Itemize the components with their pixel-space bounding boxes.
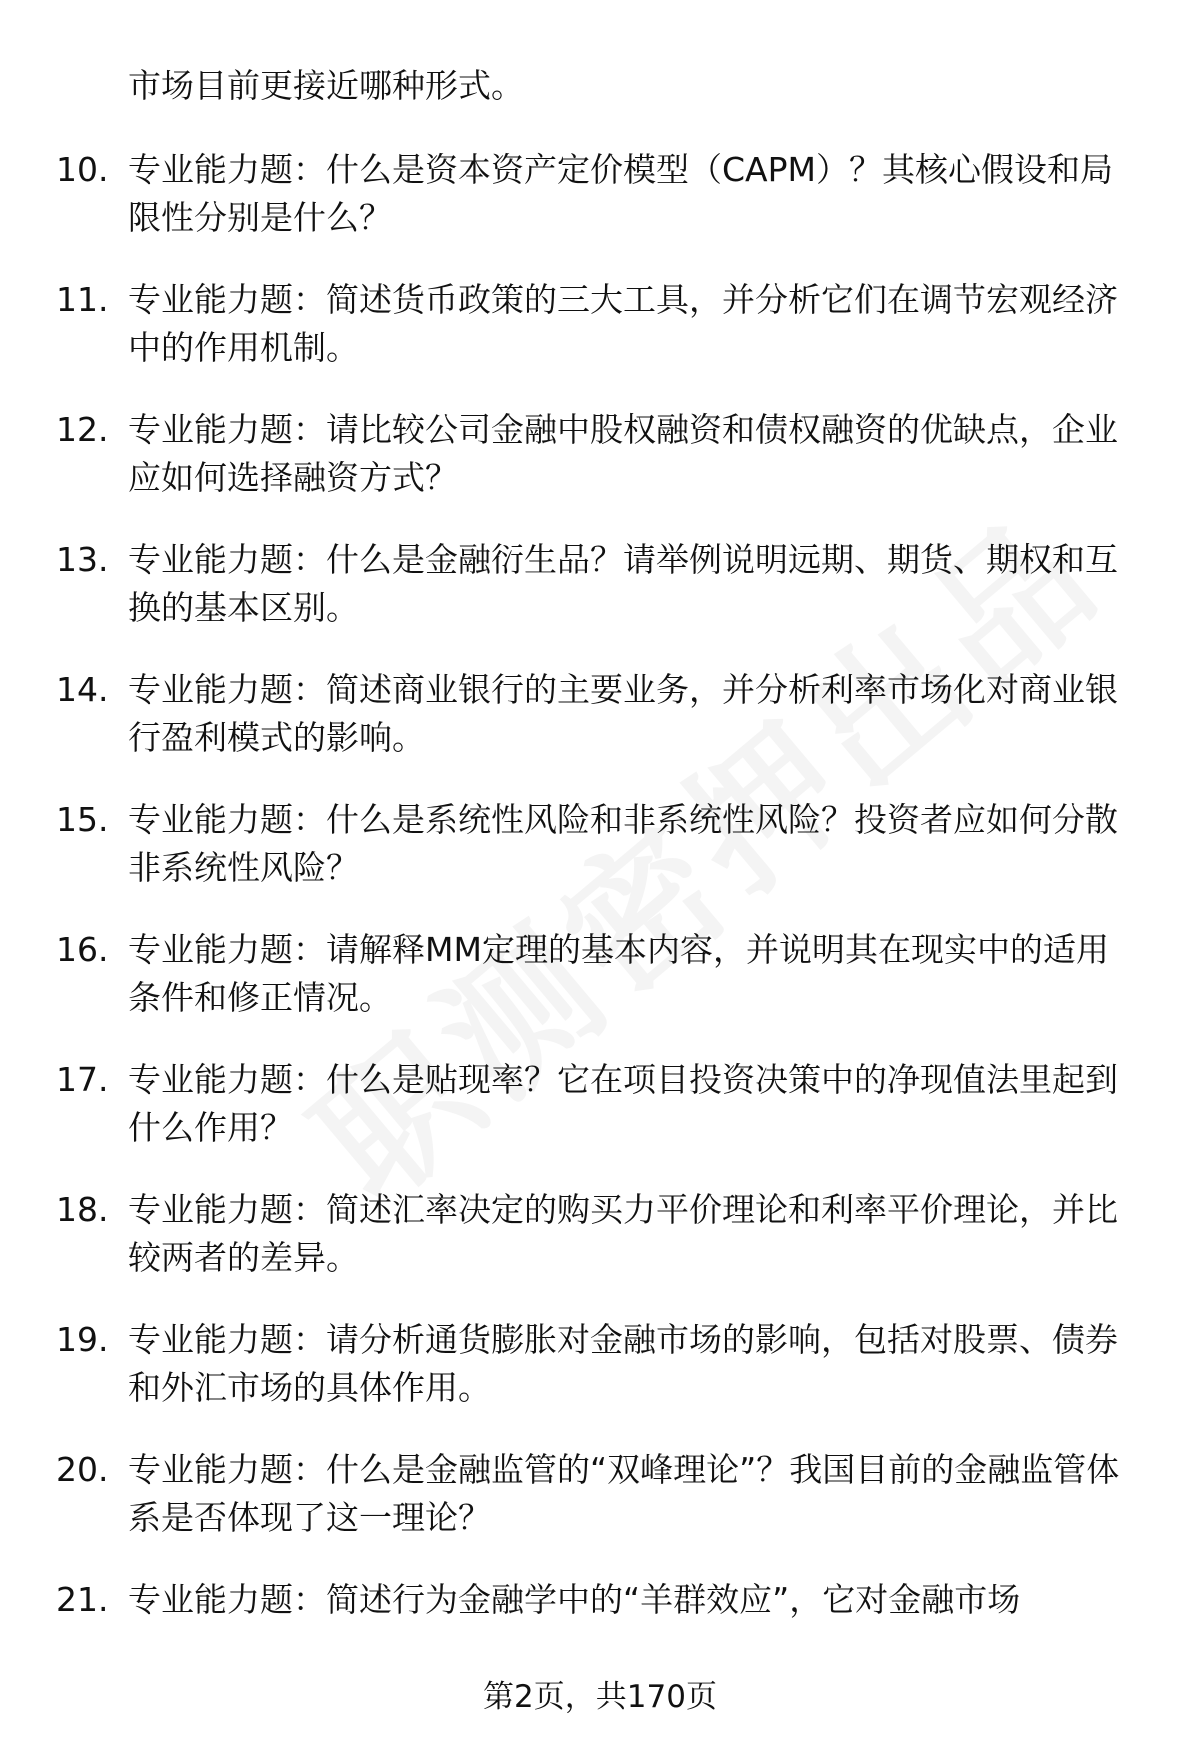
question-number: 17. — [56, 1060, 109, 1099]
question-number: 16. — [56, 930, 109, 969]
question-number: 11. — [56, 280, 109, 319]
question-text: 专业能力题：什么是系统性风险和非系统性风险？投资者应如何分散非系统性风险？ — [128, 800, 1118, 887]
question-number: 14. — [56, 670, 109, 709]
continuation-text: 市场目前更接近哪种形式。 — [128, 66, 524, 105]
question-item-18 — [0, 1186, 1200, 1316]
question-item-19 — [0, 1316, 1200, 1446]
question-text: 专业能力题：什么是金融监管的“双峰理论”？我国目前的金融监管体系是否体现了这一理论？ — [128, 1450, 1120, 1537]
question-number: 20. — [56, 1450, 109, 1489]
question-item-10 — [0, 146, 1200, 276]
question-item-11 — [0, 276, 1200, 406]
question-number: 19. — [56, 1320, 109, 1359]
question-text: 专业能力题：请比较公司金融中股权融资和债权融资的优缺点，企业应如何选择融资方式？ — [128, 410, 1118, 497]
question-text: 专业能力题：简述商业银行的主要业务，并分析利率市场化对商业银行盈利模式的影响。 — [128, 670, 1118, 757]
question-number: 21. — [56, 1580, 109, 1619]
question-text: 专业能力题：请分析通货膨胀对金融市场的影响，包括对股票、债券和外汇市场的具体作用。 — [128, 1320, 1118, 1407]
question-item-12 — [0, 406, 1200, 536]
question-text: 专业能力题：简述行为金融学中的“羊群效应”，它对金融市场 — [128, 1580, 1021, 1619]
question-text: 专业能力题：什么是金融衍生品？请举例说明远期、期货、期权和互换的基本区别。 — [128, 540, 1118, 627]
question-item-13 — [0, 536, 1200, 666]
question-item-16 — [0, 926, 1200, 1056]
question-number: 12. — [56, 410, 109, 449]
question-text: 专业能力题：什么是资本资产定价模型（CAPM）？其核心假设和局限性分别是什么？ — [128, 150, 1113, 237]
question-text: 专业能力题：简述汇率决定的购买力平价理论和利率平价理论，并比较两者的差异。 — [128, 1190, 1118, 1277]
question-number: 13. — [56, 540, 109, 579]
question-number: 10. — [56, 150, 109, 189]
question-item-20 — [0, 1446, 1200, 1576]
question-text: 专业能力题：什么是贴现率？它在项目投资决策中的净现值法里起到什么作用？ — [128, 1060, 1118, 1147]
question-item-17 — [0, 1056, 1200, 1186]
page-footer: 第2页，共170页 — [483, 1679, 717, 1715]
question-item-15 — [0, 796, 1200, 926]
question-text: 专业能力题：简述货币政策的三大工具，并分析它们在调节宏观经济中的作用机制。 — [128, 280, 1118, 367]
question-list — [0, 146, 1200, 1706]
question-number: 18. — [56, 1190, 109, 1229]
question-text: 专业能力题：请解释MM定理的基本内容，并说明其在现实中的适用条件和修正情况。 — [128, 930, 1109, 1017]
question-number: 15. — [56, 800, 109, 839]
question-item-14 — [0, 666, 1200, 796]
